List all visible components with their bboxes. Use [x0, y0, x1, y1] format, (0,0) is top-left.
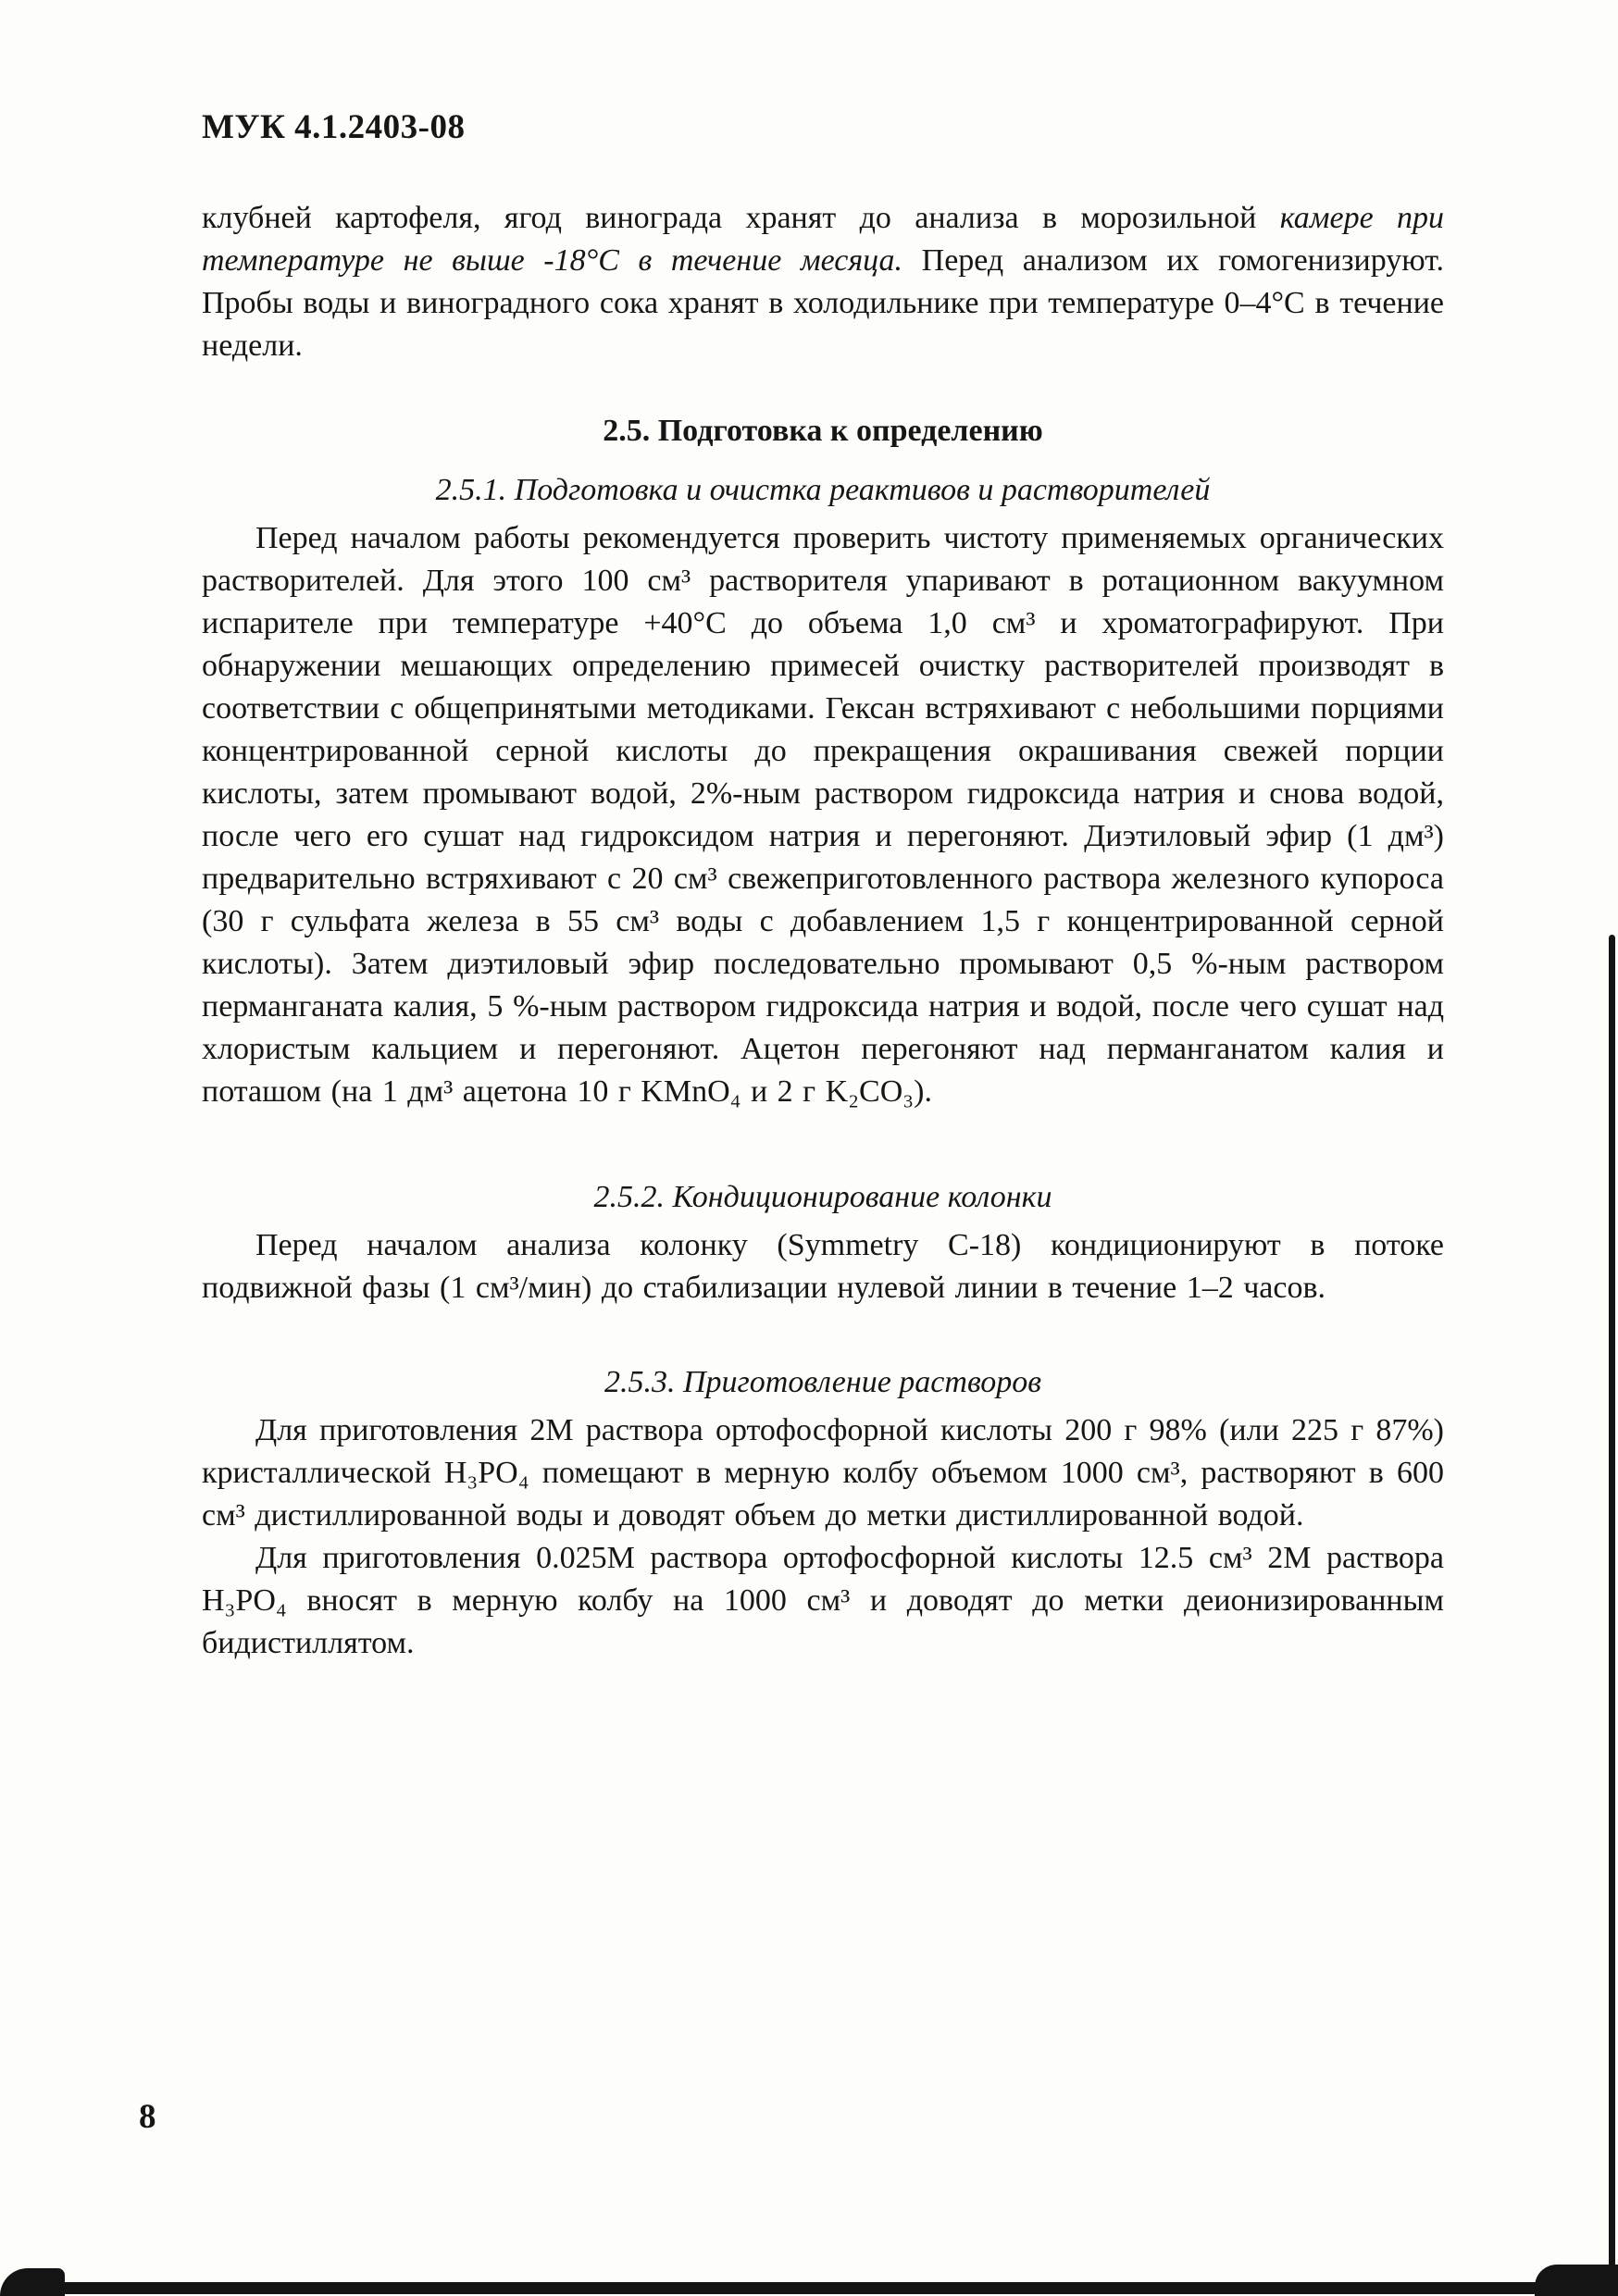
- paragraph-2-5-2: Перед началом анализа колонку (Symmetry C-18) кондиционируют в потоке подвижной фазы (1 см³/мин) до стабилизации нулевой линии в течение 1–2 часов.: [202, 1228, 1444, 1305]
- intro-text-normal-1: клубней картофеля, ягод винограда хранят до анализа в морозильной: [202, 201, 1280, 235]
- intro-paragraph: [202, 197, 1444, 367]
- scan-artifact-bottom-edge: [7, 2282, 1611, 2294]
- paragraph-2-5-3-b: Для приготовления 0.025М раствора ортофосфорной кислоты 12.5 см³ 2М раствора H₃PO₄ вносят в мерную колбу на 1000 см³ и доводят до метки деионизированным бидистиллятом.: [202, 1541, 1444, 1660]
- page-number: 8: [139, 2098, 156, 2136]
- section-heading-2-5: 2.5. Подготовка к определению: [603, 414, 1043, 448]
- subsection-heading-2-5-2: 2.5.2. Кондиционирование колонки: [593, 1180, 1052, 1214]
- intro-text-italic: камере при температуре не выше -18°С в течение месяца.: [202, 201, 1445, 278]
- subsection-heading-2-5-1: 2.5.1. Подготовка и очистка реактивов и растворителей: [435, 473, 1211, 507]
- scan-artifact-bottom-right-corner: [1535, 2265, 1618, 2296]
- paragraph-2-5-3-a: Для приготовления 2М раствора ортофосфорной кислоты 200 г 98% (или 225 г 87%) кристаллической H₃PO₄ помещают в мерную колбу объемом 1000 см³, растворяют в 600 см³ дистиллированной воды и доводят объем до метки дистиллированной водой.: [202, 1413, 1444, 1533]
- document-code: МУК 4.1.2403-08: [202, 108, 466, 146]
- scan-artifact-right-edge: [1609, 935, 1615, 2277]
- intro-text-normal-2: Перед анализом их гомогенизируют. Пробы воды и виноградного сока хранят в холодильнике при температуре 0–4°С в течение недели.: [202, 243, 1444, 363]
- subsection-heading-2-5-3: 2.5.3. Приготовление растворов: [604, 1365, 1042, 1399]
- paragraph-2-5-1: Перед началом работы рекомендуется проверить чистоту применяемых органических растворителей. Для этого 100 см³ растворителя упаривают в ротационном вакуумном испарителе при температуре +40°С до объема 1,0 см³ и хроматографируют. При обнаружении мешающих определению примесей очистку растворителей производят в соответствии с общепринятыми методиками. Гексан встряхивают с небольшими порциями концентрированной серной кислоты до прекращения окрашивания свежей порции кислоты, затем промывают водой, 2%-ным раствором гидроксида натрия и снова водой, после чего его сушат над гидроксидом натрия и перегоняют. Диэтиловый эфир (1 дм³) предварительно встряхивают с 20 см³ свежеприготовленного раствора железного купороса (30 г сульфата железа в 55 см³ воды с добавлением 1,5 г концентрированной серной кислоты). Затем диэтиловый эфир последовательно промывают 0,5 %-ным раствором перманганата калия, 5 %-ным раствором гидроксида натрия и водой, после чего сушат над хлористым кальцием и перегоняют. Ацетон перегоняют над перманганатом калия и поташом (на 1 дм³ ацетона 10 г KMnO₄ и 2 г K₂CO₃).: [202, 521, 1444, 1109]
